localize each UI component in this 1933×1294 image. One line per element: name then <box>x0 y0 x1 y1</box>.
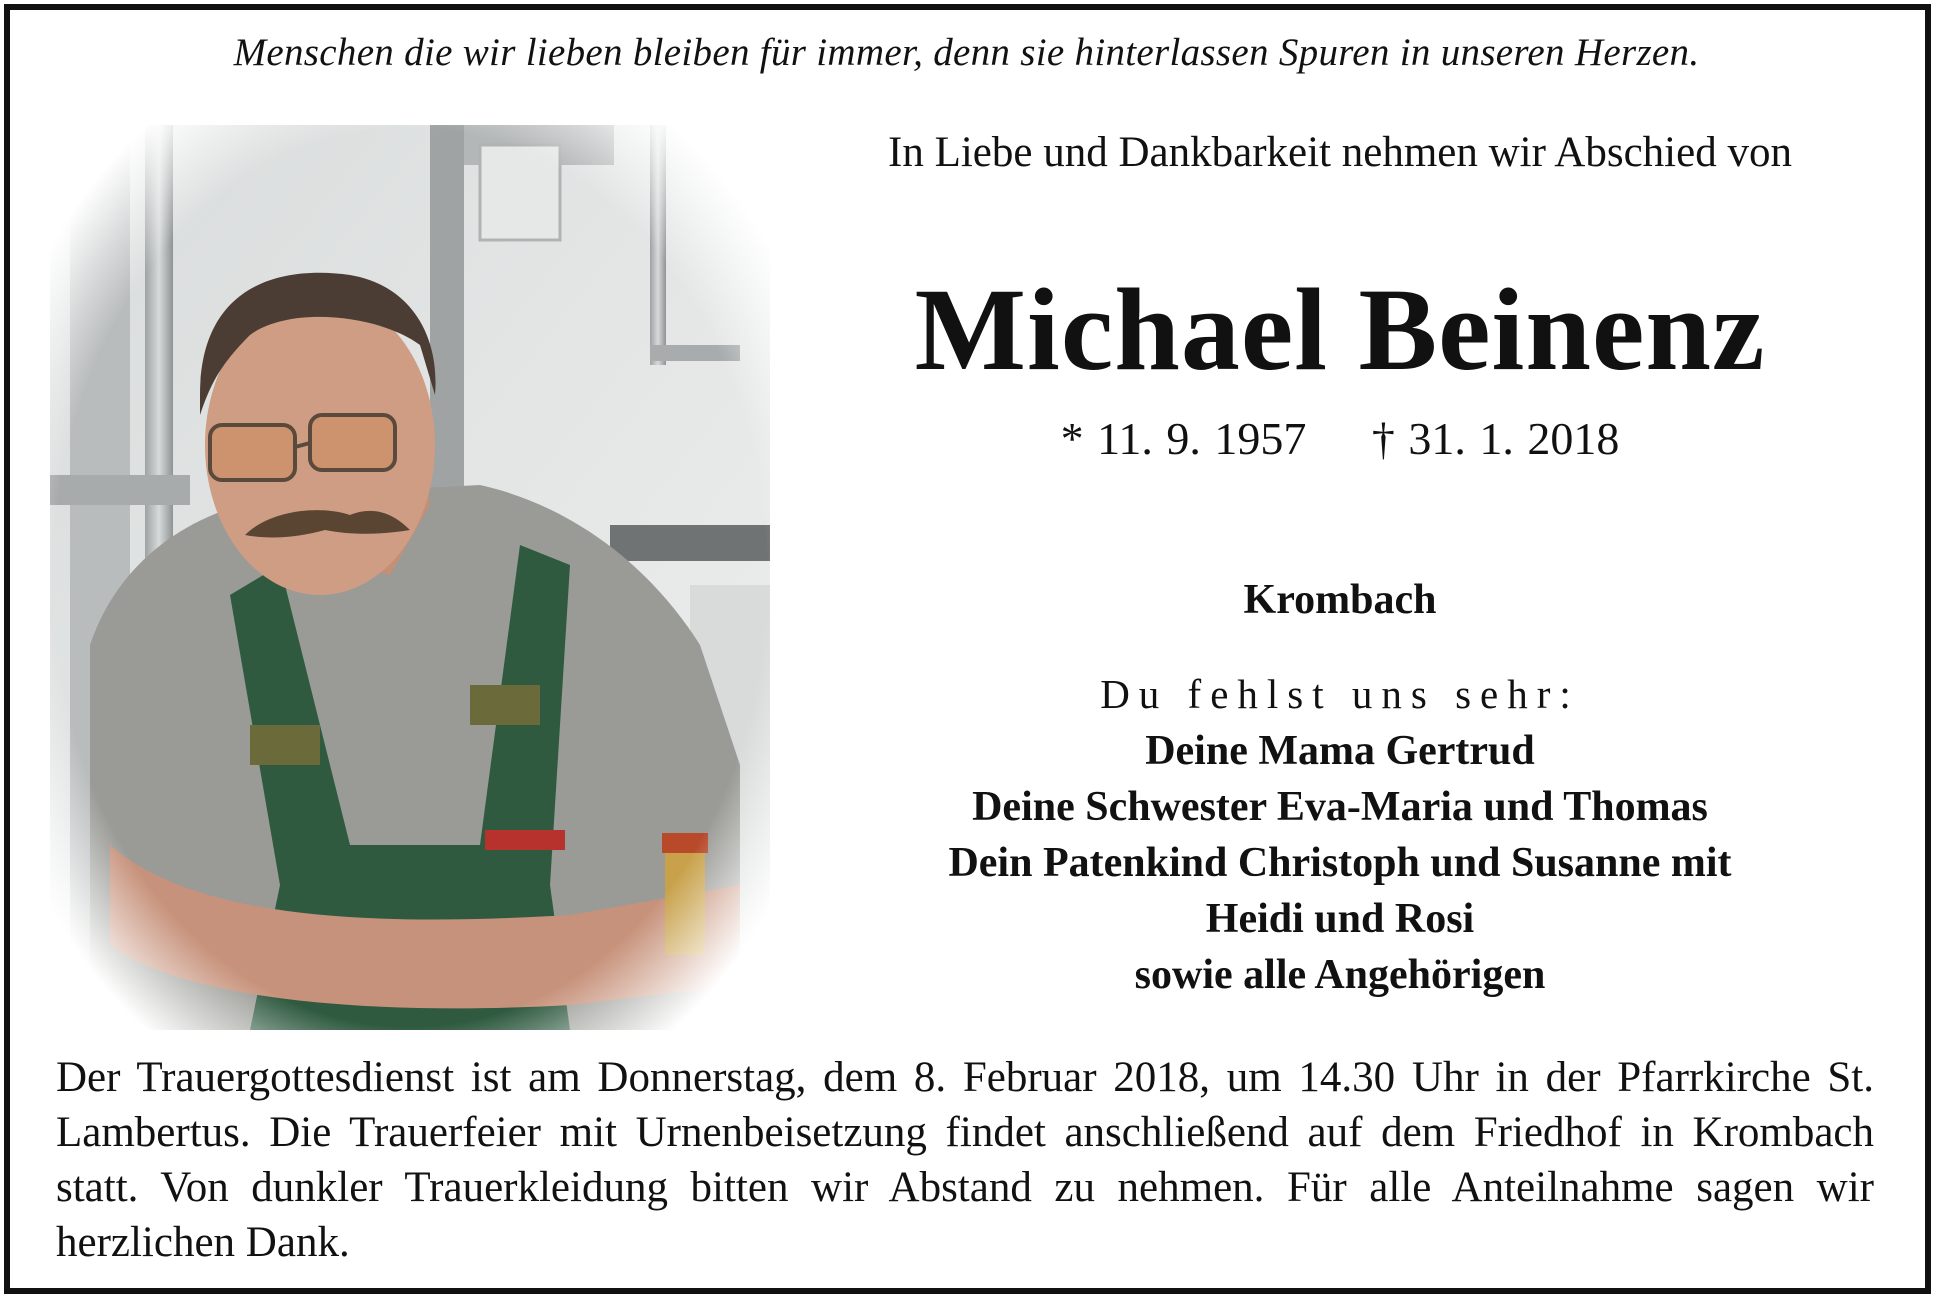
mourner-line: sowie alle Angehörigen <box>1134 952 1546 998</box>
hometown: Krombach <box>1243 577 1437 623</box>
death-date: † 31. 1. 2018 <box>1371 413 1620 464</box>
mourners-list <box>790 723 1890 1003</box>
mourner-line: Deine Mama Gertrud <box>1145 728 1535 774</box>
intro-text: In Liebe und Dankbarkeit nehmen wir Abschied von <box>888 129 1792 176</box>
service-details: Der Trauergottesdienst ist am Donnerstag, dem 8. Februar 2018, um 14.30 Uhr in der Pfarrkirche St. Lambertus. Die Trauerfeier mit Urnenbeisetzung findet anschließend auf dem Friedhof in Krombach statt. Von dunkler Trauerkleidung bitten wir Abstand zu nehmen. Für alle Anteilnahme sagen wir herzlichen Dank. <box>56 1054 1874 1266</box>
deceased-name: Michael Beinenz <box>914 264 1766 395</box>
portrait-photo <box>50 125 770 1030</box>
motto-quote: Menschen die wir lieben bleiben für immer, denn sie hinterlassen Spuren in unseren Herzen. <box>233 31 1700 74</box>
mourner-line: Deine Schwester Eva-Maria und Thomas <box>972 784 1708 830</box>
birth-date: * 11. 9. 1957 <box>1060 413 1307 464</box>
mourners-heading: Du fehlst uns sehr: <box>1100 671 1580 717</box>
mourner-line: Dein Patenkind Christoph und Susanne mit <box>948 840 1732 886</box>
life-dates <box>790 412 1890 465</box>
mourner-line: Heidi und Rosi <box>1205 896 1475 942</box>
